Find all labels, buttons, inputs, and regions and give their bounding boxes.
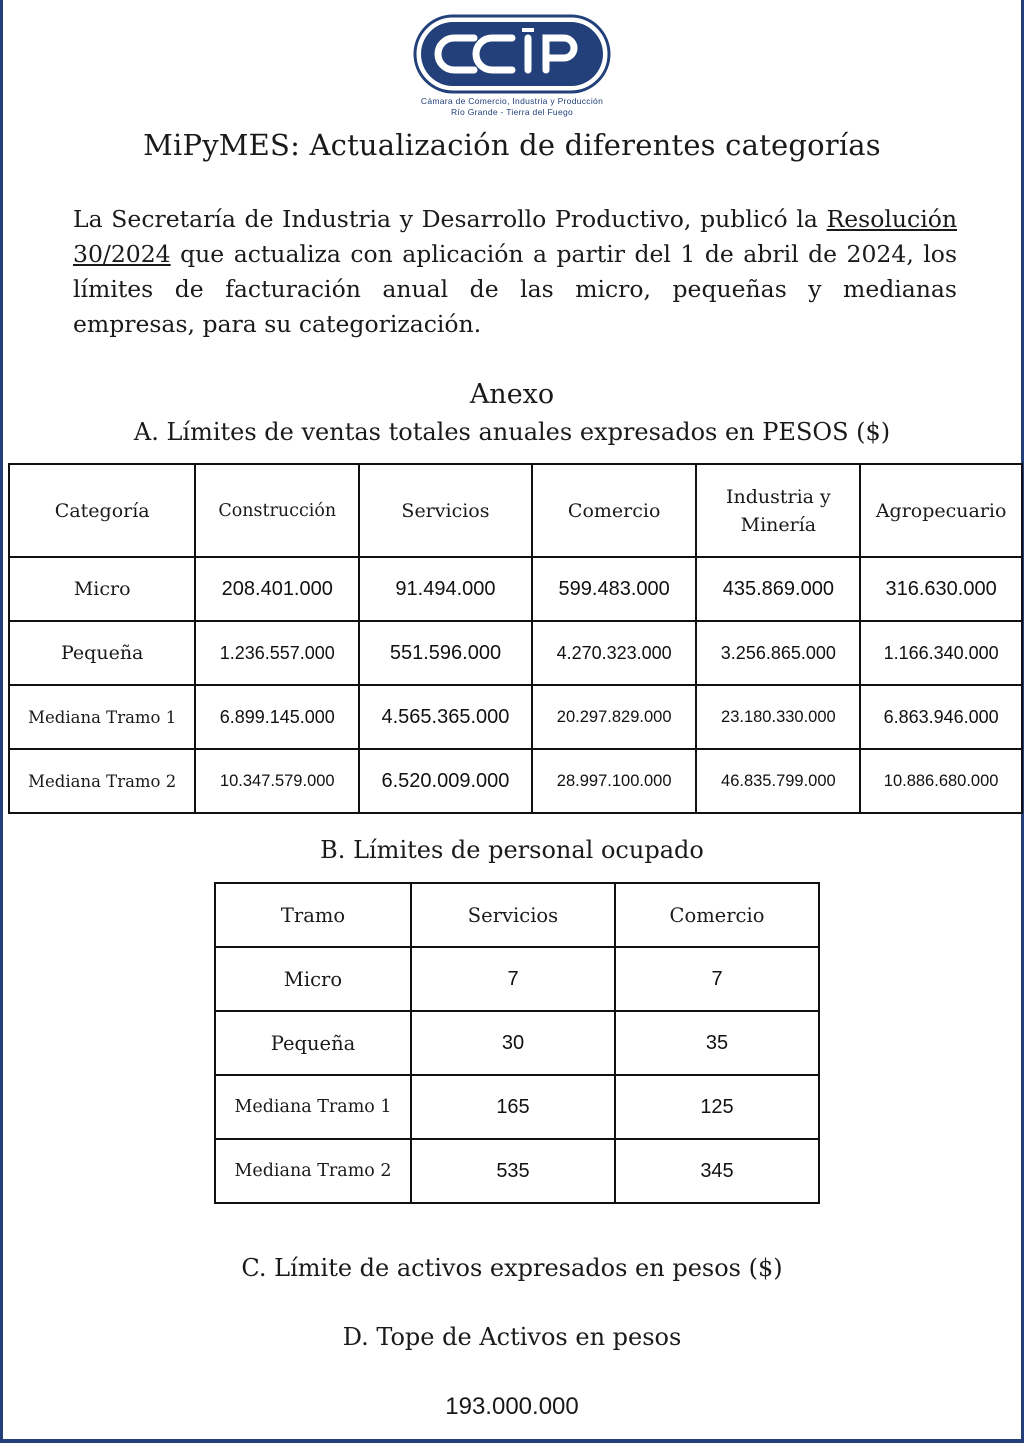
- table-row: [215, 1011, 819, 1075]
- table-row: [215, 1139, 819, 1203]
- table-header-row: [215, 883, 819, 947]
- table-cell: 7: [411, 947, 615, 1011]
- intro-text-before: La Secretaría de Industria y Desarrollo Productivo, publicó la: [73, 205, 827, 233]
- page-title: MiPyMES: Actualización de diferentes categorías: [143, 128, 881, 162]
- table-cell: 23.180.330.000: [696, 685, 860, 749]
- table-cell: 10.347.579.000: [195, 749, 359, 813]
- header-cell: Servicios: [359, 464, 532, 557]
- header-cell: Categoría: [9, 464, 195, 557]
- intro-text-after: que actualiza con aplicación a partir del 1 de abril de 2024, los límites de facturación anual de las micro, pequeñas y medianas empresas, para su categorización.: [73, 240, 957, 338]
- table-cell: 6.863.946.000: [860, 685, 1022, 749]
- row-label: Mediana Tramo 2: [9, 749, 195, 813]
- table-cell: 30: [411, 1011, 615, 1075]
- table-cell: 10.886.680.000: [860, 749, 1022, 813]
- row-label: Pequeña: [9, 621, 195, 685]
- logo-subtitle-line2: Río Grande - Tierra del Fuego: [450, 107, 574, 117]
- table-cell: 208.401.000: [195, 557, 359, 621]
- ccip-logo: [3, 12, 1021, 118]
- row-label: Pequeña: [215, 1011, 411, 1075]
- table-row: [215, 947, 819, 1011]
- anexo-heading: Anexo: [469, 379, 555, 410]
- table-cell: 435.869.000: [696, 557, 860, 621]
- table-cell: 3.256.865.000: [696, 621, 860, 685]
- table-cell: 165: [411, 1075, 615, 1139]
- header-cell: Industria y Minería: [696, 464, 860, 557]
- table-row: [9, 685, 1022, 749]
- table-cell: 20.297.829.000: [532, 685, 697, 749]
- table-cell: 1.236.557.000: [195, 621, 359, 685]
- table-cell: 345: [615, 1139, 819, 1203]
- ccip-logo-icon: [412, 12, 612, 96]
- table-row: [9, 621, 1022, 685]
- row-label: Mediana Tramo 1: [215, 1075, 411, 1139]
- header-cell: Servicios: [411, 883, 615, 947]
- header-cell: Comercio: [532, 464, 697, 557]
- table-cell: 4.565.365.000: [359, 685, 532, 749]
- table-row: [9, 749, 1022, 813]
- table-cell: 46.835.799.000: [696, 749, 860, 813]
- row-label: Mediana Tramo 2: [215, 1139, 411, 1203]
- table-cell: 7: [615, 947, 819, 1011]
- section-a-title: A. Límites de ventas totales anuales expresados en PESOS ($): [133, 418, 891, 446]
- header-cell: Tramo: [215, 883, 411, 947]
- header-cell: Construcción: [195, 464, 359, 557]
- row-label: Micro: [9, 557, 195, 621]
- table-header-row: [9, 464, 1022, 557]
- section-d-title: D. Tope de Activos en pesos: [342, 1323, 682, 1351]
- table-cell: 599.483.000: [532, 557, 697, 621]
- section-b-title: B. Límites de personal ocupado: [320, 836, 704, 864]
- intro-paragraph: [73, 202, 957, 342]
- table-row: [215, 1075, 819, 1139]
- row-label: Micro: [215, 947, 411, 1011]
- row-label: Mediana Tramo 1: [9, 685, 195, 749]
- section-c-title: C. Límite de activos expresados en pesos ($): [241, 1254, 783, 1282]
- table-cell: 316.630.000: [860, 557, 1022, 621]
- asset-cap-value: 193.000.000: [445, 1393, 579, 1420]
- staff-limits-table: [214, 882, 820, 1204]
- table-cell: 6.899.145.000: [195, 685, 359, 749]
- table-cell: 125: [615, 1075, 819, 1139]
- table-cell: 28.997.100.000: [532, 749, 697, 813]
- table-cell: 35: [615, 1011, 819, 1075]
- table-row: [9, 557, 1022, 621]
- table-cell: 4.270.323.000: [532, 621, 697, 685]
- table-cell: 551.596.000: [359, 621, 532, 685]
- table-cell: 6.520.009.000: [359, 749, 532, 813]
- sales-limits-table: [8, 463, 1023, 814]
- header-cell: Agropecuario: [860, 464, 1022, 557]
- logo-subtitle-line1: Cámara de Comercio, Industria y Producción: [420, 96, 604, 106]
- resolution-link[interactable]: Resolución 30/2024: [73, 205, 957, 268]
- header-cell: Comercio: [615, 883, 819, 947]
- table-cell: 535: [411, 1139, 615, 1203]
- table-cell: 1.166.340.000: [860, 621, 1022, 685]
- table-cell: 91.494.000: [359, 557, 532, 621]
